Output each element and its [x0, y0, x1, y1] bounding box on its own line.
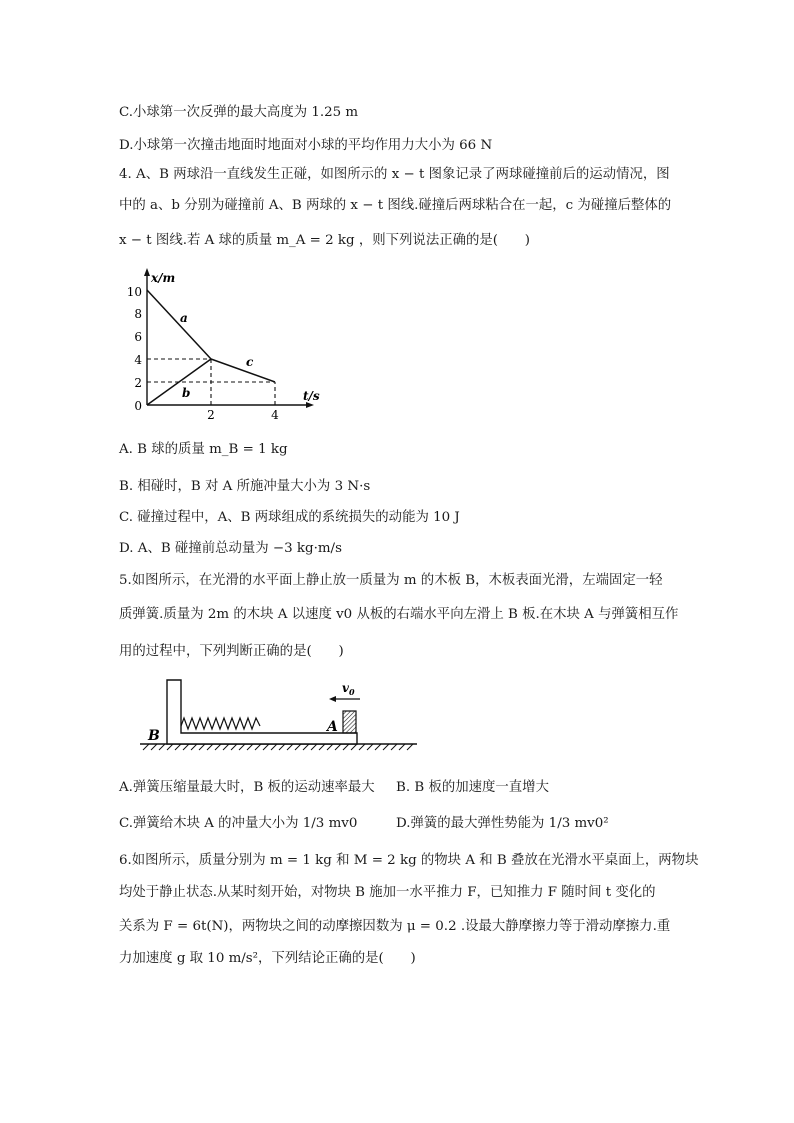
q5-stem-line-1: 5.如图所示，在光滑的水平面上静止放一质量为 m 的木板 B，木板表面光滑，左端固定一轻: [119, 573, 663, 588]
velocity-arrowhead: [329, 696, 336, 702]
x-tick-label: 2: [207, 408, 215, 422]
line-label-b: b: [182, 386, 191, 400]
y-axis-arrow: [144, 268, 150, 276]
y-tick-label: 4: [134, 353, 142, 367]
q5-option-d: D.弹簧的最大弹性势能为 1/3 mv0²: [396, 816, 609, 831]
q5-option-b: B. B 板的加速度一直增大: [396, 780, 549, 795]
ground-hatch: [143, 744, 413, 750]
option-d-prev: D.小球第一次撞击地面时地面对小球的平均作用力大小为 66 N: [119, 138, 493, 153]
block-a: [343, 711, 356, 733]
line-label-a: a: [180, 311, 188, 325]
q4-stem-line-3: x − t 图线.若 A 球的质量 m_A = 2 kg ，则下列说法正确的是( ): [119, 233, 531, 248]
spring-board-figure: [135, 676, 425, 762]
label-b: B: [148, 728, 160, 744]
q6-stem-line-1: 6.如图所示，质量分别为 m = 1 kg 和 M = 2 kg 的物块 A 和 B 叠放在光滑水平桌面上，两物块: [119, 853, 699, 868]
q6-stem-line-2: 均处于静止状态.从某时刻开始，对物块 B 施加一水平推力 F，已知推力 F 随时间 t 变化的: [119, 885, 656, 900]
y-tick-label: 0: [134, 399, 142, 413]
q4-option-d: D. A、B 碰撞前总动量为 −3 kg·m/s: [119, 541, 342, 556]
series-line-a: [147, 290, 211, 359]
x-axis-label: t/s: [303, 389, 320, 403]
velocity-sub: 0: [348, 687, 355, 697]
q6-stem-line-4: 力加速度 g 取 10 m/s²，下列结论正确的是( ): [119, 951, 416, 966]
q4-option-b: B. 相碰时，B 对 A 所施冲量大小为 3 N·s: [119, 479, 371, 494]
q4-option-a: A. B 球的质量 m_B = 1 kg: [119, 442, 288, 457]
q4-option-c: C. 碰撞过程中，A、B 两球组成的系统损失的动能为 10 J: [119, 510, 460, 525]
series-line-c: [211, 359, 275, 382]
label-a: A: [327, 719, 338, 735]
velocity-v: v: [342, 681, 349, 695]
xt-graph: [118, 262, 338, 424]
q5-stem-line-2: 质弹簧.质量为 2m 的木块 A 以速度 v0 从板的右端水平向左滑上 B 板.在木块 A 与弹簧相互作: [119, 607, 679, 622]
y-tick-label: 2: [134, 376, 142, 390]
line-label-c: c: [246, 355, 254, 369]
q5-stem-line-3: 用的过程中，下列判断正确的是( ): [119, 644, 344, 659]
q5-option-c: C.弹簧给木块 A 的冲量大小为 1/3 mv0: [119, 816, 358, 831]
q5-option-a: A.弹簧压缩量最大时，B 板的运动速率最大: [119, 780, 375, 795]
y-tick-label: 6: [134, 330, 142, 344]
y-tick-label: 8: [134, 307, 142, 321]
q4-stem-line-2: 中的 a、b 分别为碰撞前 A、B 两球的 x − t 图线.碰撞后两球粘合在一起，c 为碰撞后整体的: [119, 198, 672, 213]
spring: [181, 718, 260, 729]
q6-stem-line-3: 关系为 F = 6t(N)，两物块之间的动摩擦因数为 μ = 0.2 .设最大静摩擦力等于滑动摩擦力.重: [119, 919, 671, 934]
option-c-prev: C.小球第一次反弹的最大高度为 1.25 m: [119, 105, 359, 120]
y-axis-label: x/m: [151, 271, 176, 285]
x-tick-label: 4: [271, 408, 279, 422]
y-tick-label: 10: [126, 285, 142, 299]
velocity-label: [342, 681, 355, 697]
q4-stem-line-1: 4. A、B 两球沿一直线发生正碰，如图所示的 x − t 图象记录了两球碰撞前后的运动情况，图: [119, 167, 670, 182]
